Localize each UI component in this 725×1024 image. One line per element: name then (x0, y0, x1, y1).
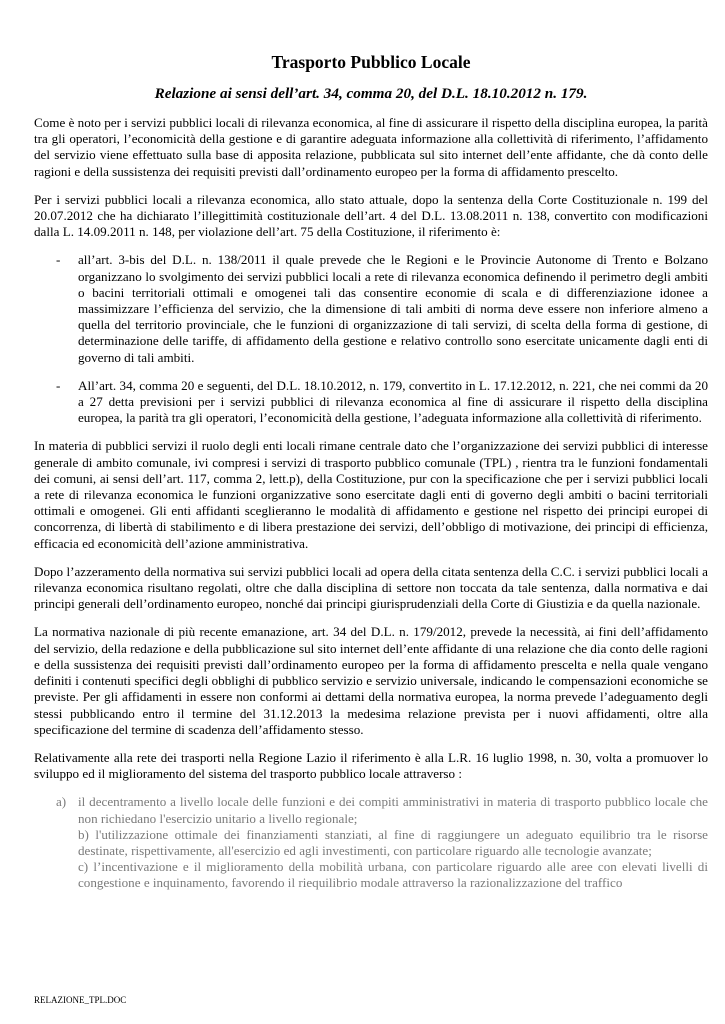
list-item-text: all’art. 3-bis del D.L. n. 138/2011 il quale prevede che le Regioni e le Provincie Autonome di Trento e Bolzano organizzano lo svolgimento dei servizi pubblici locali a rete di rilevanza economica definendo il perimetro degli ambiti o bacini territoriali ottimali e omogenei tali das consentire economie di scala e di differenziazione idonee a massimizzare l’efficienza del servizio, che la dimensione di tali ambiti di norma deve essere non inferiore almeno a quella del territorio provinciale, che le funzioni di organizzazione di tali servizi, di scelta della forma di gestione, di determinazione delle tariffe, di affidamento della gestione e relativo controllo sono esercitate unicamente dagli enti di governo di tali ambiti. (78, 252, 708, 365)
list-marker: - (56, 252, 61, 268)
paragraph-riferimento: Per i servizi pubblici locali a rilevanza economica, allo stato attuale, dopo la sentenza della Corte Costituzionale n. 199 del 20.07.2012 che ha dichiarato l’illegittimità costituzionale dell’art. 4 del D.L. 13.08.2011 n. 138, convertito con modificazioni dalla L. 14.09.2011 n. 148, per violazione dell’art. 75 della Costituzione, il riferimento è: (34, 191, 708, 240)
reference-list (34, 252, 708, 426)
page-footer: RELAZIONE_TPL.DOC (34, 995, 127, 1005)
paragraph-regione-lazio: Relativamente alla rete dei trasporti nella Regione Lazio il riferimento è alla L.R. 16 luglio 1998, n. 30, volta a promuover lo sviluppo ed il miglioramento del sistema del trasporto pubblico locale attraverso : (34, 749, 708, 782)
list-item (34, 252, 708, 365)
list-item (34, 794, 708, 826)
document-page (34, 52, 708, 892)
list-item-text: b) l'utilizzazione ottimale dei finanziamenti stanziati, al fine di raggiungere un adeguato equilibrio tra le risorse destinate, rispettivamente, all'esercizio ed agli investimenti, con particolare riguardo alle tecnologie avanzate; (78, 826, 708, 858)
lazio-objectives-list (34, 794, 708, 891)
list-item-text: il decentramento a livello locale delle funzioni e dei compiti amministrativi in materia di trasporto pubblico locale che non richiedano l'esercizio unitario a livello regionale; (78, 794, 708, 826)
document-title: Trasporto Pubblico Locale (271, 52, 471, 72)
list-item-text: All’art. 34, comma 20 e seguenti, del D.L. 18.10.2012, n. 179, convertito in L. 17.12.2012, n. 221, che nei commi da 20 a 27 detta previsioni per i servizi pubblici di rilevanza economica al fine di assicurare il rispetto della disciplina europea, la parità tra gli operatori, l’economicità della gestione, l’adeguata informazione alla collettività di riferimento. (78, 377, 708, 426)
list-item (34, 827, 708, 859)
document-subtitle: Relazione ai sensi dell’art. 34, comma 20, del D.L. 18.10.2012 n. 179. (154, 85, 588, 102)
list-label: a) (56, 794, 67, 810)
paragraph-enti-locali: In materia di pubblici servizi il ruolo degli enti locali rimane centrale dato che l’organizzazione dei servizi pubblici di interesse generale di ambito comunale, ivi compresi i servizi di trasporto pubblico comunale (TPL) , rientra tra le funzioni fondamentali dei comuni, ai sensi dell’art. 117, comma 2, lett.p), della Costituzione, pur con la specificazione che per i servizi pubblici locali a rete di rilevanza economica le funzioni organizzative sono esercitate dagli enti di governo degli ambiti o bacini territoriali ottimali e omogenei. Gli enti affidanti sceglieranno le modalità di affidamento e gestione nel rispetto dei principi europei di concorrenza, di libertà di stabilimento e di libera prestazione dei servizi, dell’obbligo di motivazione, dei principi di efficienza, efficacia ed economicità dell’azione amministrativa. (34, 438, 708, 551)
list-item (34, 378, 708, 427)
list-item-text: c) l’incentivazione e il miglioramento della mobilità urbana, con particolare riguardo alle aree con elevati livelli di congestione e inquinamento, favorendo il riequilibrio modale attraverso la razionalizzazione del traffico (78, 859, 708, 891)
list-marker: - (56, 377, 61, 393)
paragraph-intro: Come è noto per i servizi pubblici locali di rilevanza economica, al fine di assicurare il rispetto della disciplina europea, la parità tra gli operatori, l’economicità della gestione e di garantire adeguata informazione alla collettività di riferimento, l’affidamento del servizio viene effettuato sulla base di apposita relazione, pubblicata sul sito internet dell’ente affidante, che dà conto delle ragioni e della sussistenza dei requisiti previsti dall’ordinamento europeo per la forma di affidamento prescelto. (34, 115, 708, 179)
paragraph-normativa: La normativa nazionale di più recente emanazione, art. 34 del D.L. n. 179/2012, prevede la necessità, ai fini dell’affidamento del servizio, della redazione e della pubblicazione sul sito internet dell’ente affidante di una relazione che dia conto delle ragioni e della sussistenza dei requisiti previsti dall’ordinamento europeo per la forma di affidamento prescelta e nella quale vengano definiti i contenuti specifici degli obblighi di pubblico servizio e servizio universale, indicando le compensazioni economiche se previste. Per gli affidamenti in essere non conformi ai dettami della normativa europea, la norma prevede l’adeguamento degli stessi pubblicando entro il termine del 31.12.2013 la medesima relazione prevista per i nuovi affidamenti, oltre alla specificazione del termine di scadenza dell’affidamento stesso. (34, 624, 708, 737)
paragraph-azzeramento: Dopo l’azzeramento della normativa sui servizi pubblici locali ad opera della citata sentenza della C.C. i servizi pubblici locali a rilevanza economica risultano regolati, oltre che dalla disciplina di settore non toccata da tale sentenza, dalla normativa e dai principi generali dell’ordinamento europeo, nonché dai principi giurisprudenziali della Corte di Giustizia e da quella nazionale. (34, 563, 708, 612)
list-item (34, 859, 708, 891)
